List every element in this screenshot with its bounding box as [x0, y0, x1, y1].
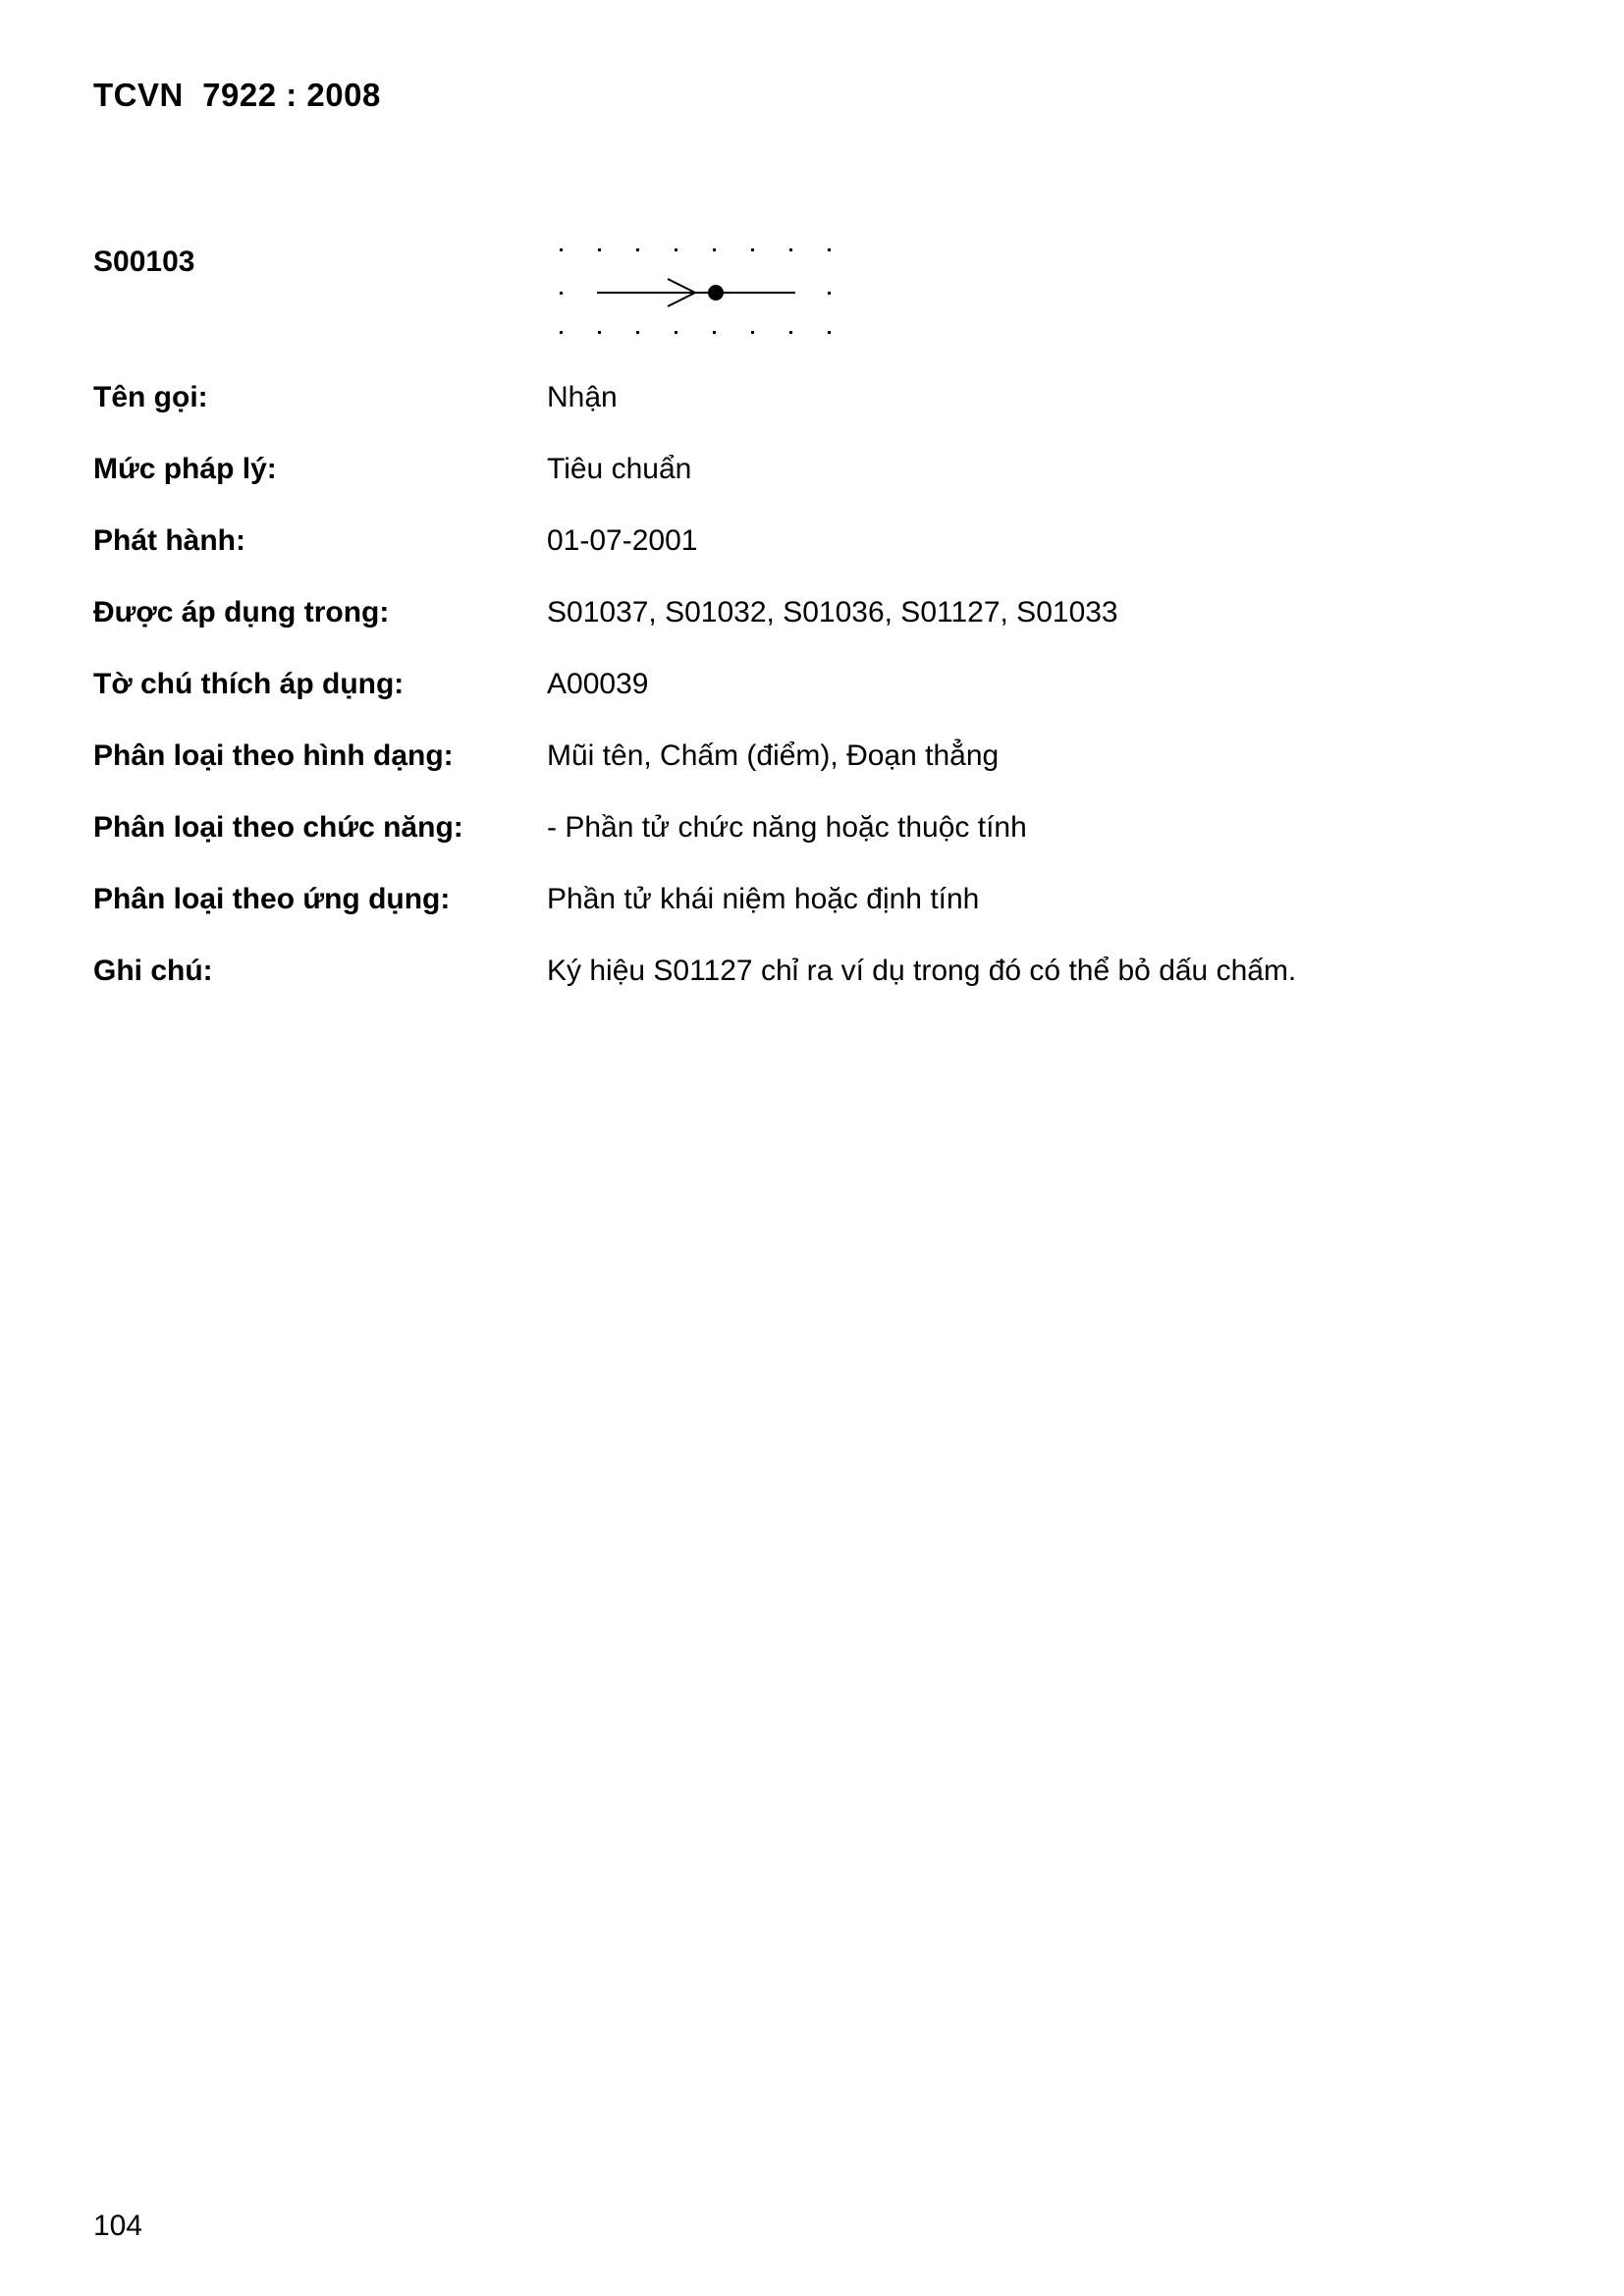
field-value: Tiêu chuẩn: [547, 453, 692, 485]
field-value: Ký hiệu S01127 chỉ ra ví dụ trong đó có thể bỏ dấu chấm.: [547, 955, 1297, 987]
field-row-ten-goi: [93, 381, 1546, 453]
field-value: S01037, S01032, S01036, S01127, S01033: [547, 596, 1118, 629]
symbol-code: S00103: [93, 246, 195, 278]
field-value: Phần tử khái niệm hoặc định tính: [547, 883, 980, 915]
field-label: Phân loại theo chức năng:: [93, 811, 463, 844]
field-row-muc-phap-ly: [93, 453, 1546, 524]
field-label: Phân loại theo hình dạng:: [93, 739, 454, 772]
field-value: Nhận: [547, 381, 618, 413]
field-label: Mức pháp lý:: [93, 453, 277, 485]
grid-dots: [560, 248, 831, 334]
field-value: 01-07-2001: [547, 524, 698, 557]
field-row-phan-loai-hinh-dang: [93, 739, 1546, 811]
field-row-phat-hanh: [93, 524, 1546, 596]
document-header: TCVN 7922 : 2008: [93, 77, 381, 113]
field-label: Phân loại theo ứng dụng:: [93, 883, 451, 915]
page-number: 104: [93, 2210, 143, 2242]
field-label: Tờ chú thích áp dụng:: [93, 668, 405, 700]
field-row-phan-loai-chuc-nang: [93, 811, 1546, 883]
field-value: Mũi tên, Chấm (điểm), Đoạn thẳng: [547, 739, 1000, 772]
field-row-duoc-ap-dung-trong: [93, 596, 1546, 668]
field-row-to-chu-thich: [93, 668, 1546, 739]
field-label: Ghi chú:: [93, 955, 213, 987]
field-label: Được áp dụng trong:: [93, 596, 390, 629]
field-value: - Phần tử chức năng hoặc thuộc tính: [547, 811, 1027, 844]
field-row-phan-loai-ung-dung: [93, 883, 1546, 955]
field-value: A00039: [547, 668, 649, 700]
field-label: Tên gọi:: [93, 381, 208, 413]
arrow-to-dot-line-symbol-icon: [550, 236, 854, 344]
field-label: Phát hành:: [93, 524, 245, 557]
field-row-ghi-chu: [93, 955, 1546, 1026]
symbol-attributes: [93, 381, 1546, 1026]
